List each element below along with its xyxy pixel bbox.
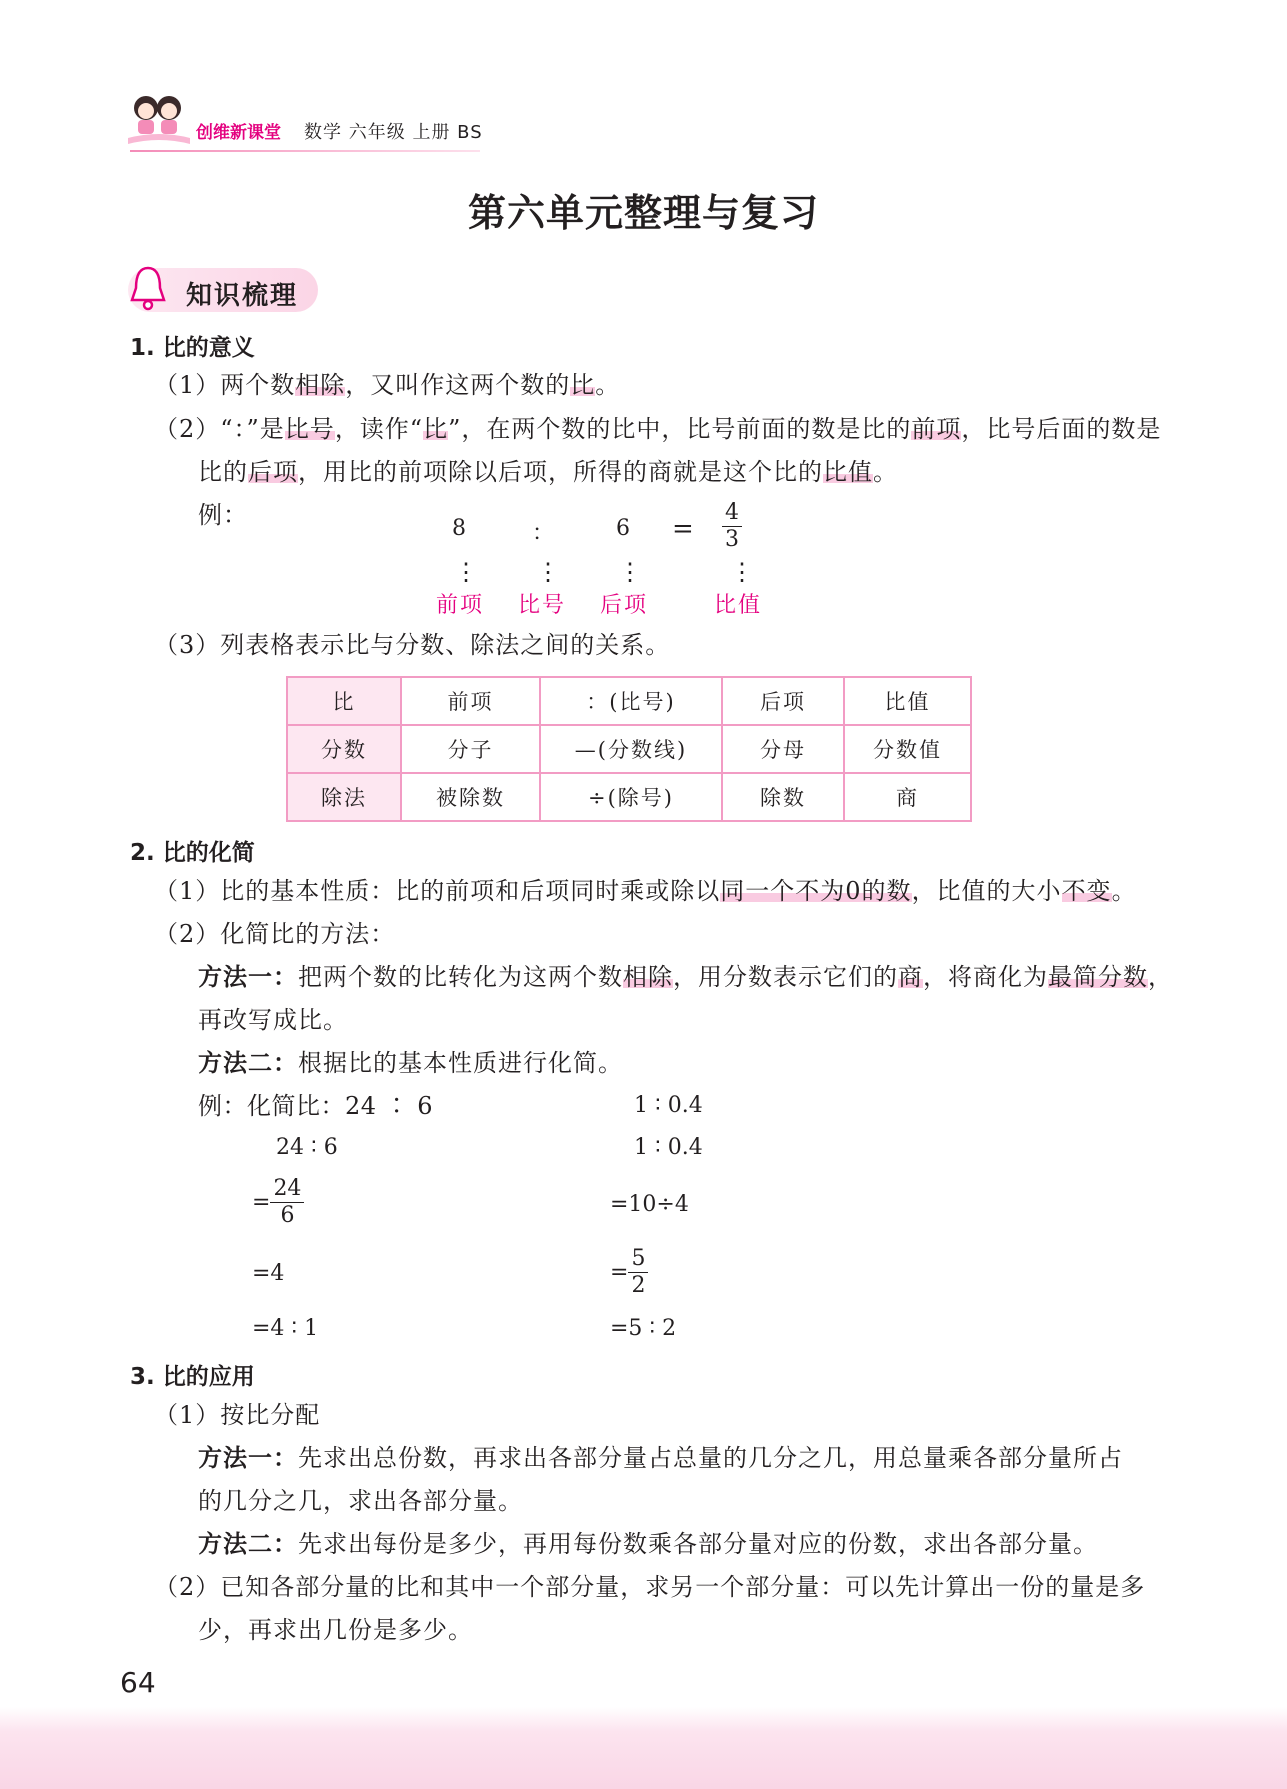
s3-p2-line2: 少，再求出几份是多少。 bbox=[198, 1616, 473, 1644]
s2-ex-right-l2: =10÷4 bbox=[610, 1192, 689, 1217]
table-cell: 比 bbox=[287, 677, 401, 725]
table-row bbox=[287, 725, 971, 773]
table-cell: 分子 bbox=[401, 725, 540, 773]
answer-highlight: 最简分数 bbox=[1048, 963, 1148, 991]
s2-heading: 2. 比的化简 bbox=[130, 840, 255, 866]
s2-ex-right-l1: 1 ∶ 0.4 bbox=[634, 1135, 703, 1160]
table-row bbox=[287, 773, 971, 821]
table-cell: 前项 bbox=[401, 677, 540, 725]
dots-icon: ⋮ bbox=[536, 558, 560, 586]
s2-ex-left-l3: =4 bbox=[252, 1261, 285, 1286]
s3-p2-line1: （2）已知各部分量的比和其中一个部分量，求另一个部分量：可以先计算出一份的量是多 bbox=[154, 1573, 1146, 1601]
s2-ex-right-fraction-row: = $\frac{5}{2}$ bbox=[610, 1246, 648, 1299]
s1-p3: （3）列表格表示比与分数、除法之间的关系。 bbox=[154, 631, 671, 659]
example-equals: = bbox=[672, 514, 694, 544]
example-fraction: $\frac{4}{3}$ bbox=[722, 500, 742, 553]
s1-p2-line2: 比的后项，用比的前项除以后项，所得的商就是这个比的比值。 bbox=[198, 458, 898, 486]
s2-p1: （1）比的基本性质：比的前项和后项同时乘或除以同一个不为0的数，比值的大小不变。 bbox=[154, 877, 1137, 905]
dots-icon: ⋮ bbox=[618, 558, 642, 586]
answer-highlight: 比值 bbox=[823, 458, 873, 486]
answer-highlight: 比 bbox=[423, 415, 449, 443]
s2-ex-left-l4: =4 ∶ 1 bbox=[252, 1316, 319, 1341]
answer-highlight: 同一个不为0的数 bbox=[720, 877, 912, 905]
s3-method1-line2: 的几分之几，求出各部分量。 bbox=[198, 1487, 523, 1515]
s3-method1-line1: 方法一：先求出总份数，再求出各部分量占总量的几分之几，用总量乘各部分量所占 bbox=[198, 1444, 1123, 1472]
dots-icon: ⋮ bbox=[730, 558, 754, 586]
example-antecedent: 8 bbox=[452, 516, 466, 541]
answer-highlight: 相除 bbox=[295, 371, 346, 399]
answer-highlight: 不变 bbox=[1061, 877, 1112, 905]
table-cell: ：(比号) bbox=[540, 677, 722, 725]
header-book: 数学 六年级 上册 BS bbox=[304, 122, 483, 143]
bell-icon bbox=[128, 264, 168, 312]
s3-heading: 3. 比的应用 bbox=[130, 1364, 255, 1390]
relation-table bbox=[286, 676, 972, 822]
s2-p2: （2）化简比的方法： bbox=[154, 920, 396, 948]
s2-example-label: 例：化简比：24 ∶ 6 bbox=[198, 1092, 434, 1120]
table-cell: 分数 bbox=[287, 725, 401, 773]
example-consequent: 6 bbox=[616, 516, 630, 541]
example-label-antecedent: 前项 bbox=[436, 593, 485, 618]
answer-highlight: 后项 bbox=[248, 458, 298, 486]
answer-highlight: 商 bbox=[898, 963, 923, 991]
s2-ex-right-fraction: $\frac{5}{2}$ bbox=[628, 1246, 648, 1299]
section-badge-label: 知识梳理 bbox=[186, 281, 299, 311]
table-cell: 除法 bbox=[287, 773, 401, 821]
s2-ex-left-fraction: $\frac{24}{6}$ bbox=[270, 1176, 304, 1229]
table-cell: 比值 bbox=[844, 677, 971, 725]
s1-p2-line1: （2）“：”是比号，读作“比”，在两个数的比中，比号前面的数是比的前项，比号后面的数是 bbox=[154, 415, 1162, 443]
s1-p1: （1）两个数相除，又叫作这两个数的比。 bbox=[154, 371, 621, 399]
page-number: 64 bbox=[120, 1666, 156, 1699]
page-title: 第六单元整理与复习 bbox=[467, 191, 819, 235]
table-cell: —(分数线) bbox=[540, 725, 722, 773]
header-divider bbox=[130, 150, 480, 152]
table-cell: ÷(除号) bbox=[540, 773, 722, 821]
answer-highlight: 前项 bbox=[911, 415, 962, 443]
answer-highlight: 比号 bbox=[284, 415, 335, 443]
s2-ex-right-l4: =5 ∶ 2 bbox=[610, 1316, 677, 1341]
s2-ex-left-fraction-row: = $\frac{24}{6}$ bbox=[252, 1176, 304, 1229]
example-label-consequent: 后项 bbox=[600, 593, 649, 618]
header-brand: 创维新课堂 bbox=[196, 123, 281, 143]
s3-method2: 方法二：先求出每份是多少，再用每份数乘各部分量对应的份数，求出各部分量。 bbox=[198, 1530, 1098, 1558]
s2-method2: 方法二：根据比的基本性质进行化简。 bbox=[198, 1049, 623, 1077]
s1-heading: 1. 比的意义 bbox=[130, 335, 255, 361]
table-cell: 分母 bbox=[722, 725, 844, 773]
table-cell: 除数 bbox=[722, 773, 844, 821]
s3-p1: （1）按比分配 bbox=[154, 1401, 321, 1429]
answer-highlight: 相除 bbox=[623, 963, 673, 991]
table-cell: 商 bbox=[844, 773, 971, 821]
table-cell: 被除数 bbox=[401, 773, 540, 821]
s2-ex-right-l0: 1 ∶ 0.4 bbox=[634, 1093, 703, 1118]
header-mascot bbox=[124, 90, 194, 148]
s2-ex-left-l1: 24 ∶ 6 bbox=[276, 1135, 338, 1160]
table-cell: 后项 bbox=[722, 677, 844, 725]
table-cell: 分数值 bbox=[844, 725, 971, 773]
dots-icon: ⋮ bbox=[454, 558, 478, 586]
example-label-colon: 比号 bbox=[518, 593, 567, 618]
s2-method1-line2: 再改写成比。 bbox=[198, 1006, 348, 1034]
s2-method1-line1: 方法一：把两个数的比转化为这两个数相除，用分数表示它们的商，将商化为最简分数， bbox=[198, 963, 1173, 991]
example-colon: ： bbox=[532, 521, 555, 546]
answer-highlight: 比 bbox=[570, 371, 596, 399]
example-label: 例： bbox=[198, 501, 248, 529]
footer-band bbox=[0, 1707, 1287, 1789]
example-label-ratio: 比值 bbox=[714, 593, 763, 618]
table-row bbox=[287, 677, 971, 725]
